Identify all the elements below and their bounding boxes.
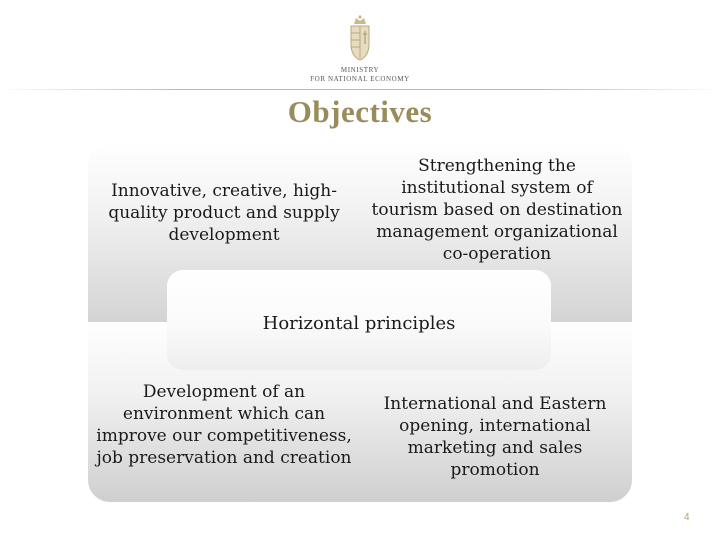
objective-institutional-system: Strengthening the institutional system of tourism based on destination management organizational co-operation [371,156,623,264]
objective-product-development: Innovative, creative, high-quality product and supply development [108,181,340,245]
header-divider [0,89,720,90]
ministry-name [300,66,420,84]
slide-title: Objectives [287,94,433,129]
coat-of-arms-icon [345,14,375,64]
ministry-line-2: FOR NATIONAL ECONOMY [310,75,410,83]
page-number: 4 [684,512,690,523]
objective-competitiveness: Development of an environment which can improve our competitiveness, job preservation and creation [96,382,352,468]
objective-international-opening: International and Eastern opening, international marketing and sales promotion [383,394,607,480]
ministry-line-1: MINISTRY [340,66,380,74]
horizontal-principles-label: Horizontal principles [262,313,456,334]
